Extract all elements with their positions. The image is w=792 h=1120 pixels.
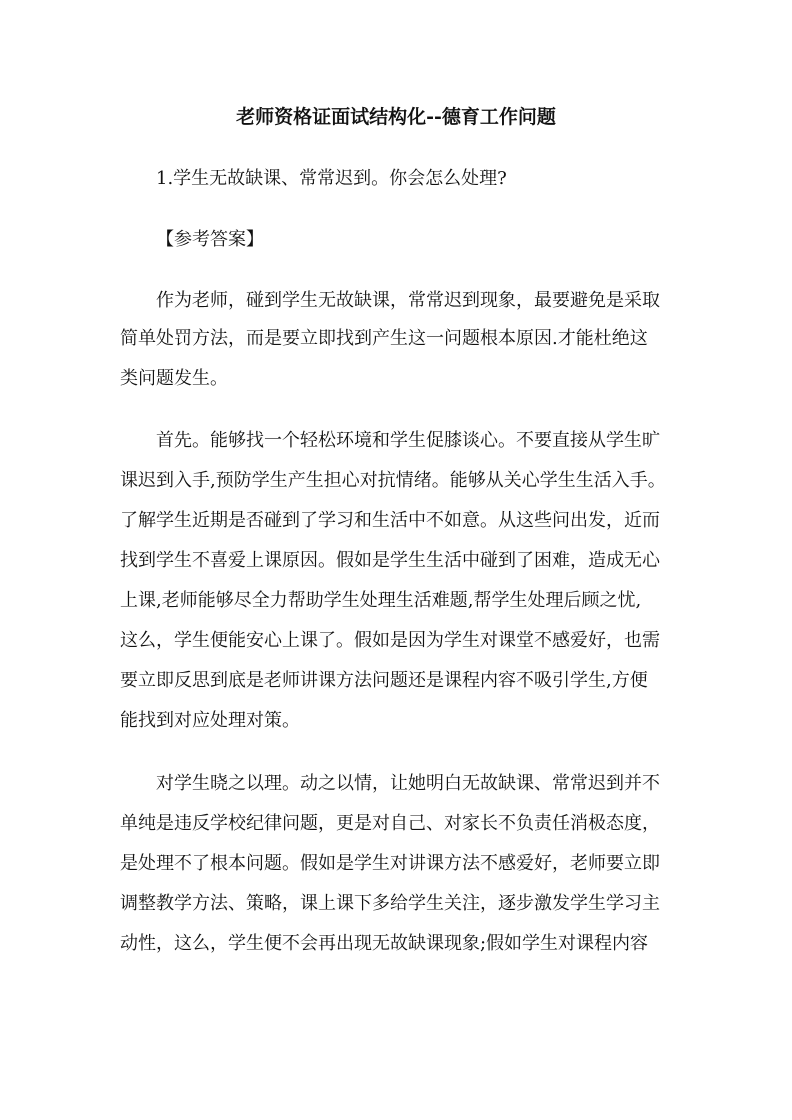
paragraph-line: 要立即反思到底是老师讲课方法问题还是课程内容不吸引学生,方便 (120, 670, 648, 691)
paragraph-line: 动性，这么，学生便不会再出现无故缺课现象;假如学生对课程内容 (120, 933, 649, 954)
question-text: 1.学生无故缺课、常常迟到。你会怎么处理? (156, 168, 507, 189)
paragraph-line: 首先。能够找一个轻松环境和学生促膝谈心。不要直接从学生旷 (156, 430, 660, 451)
paragraph-line: 了解学生近期是否碰到了学习和生活中不如意。从这些问出发，近而 (120, 510, 660, 531)
document-title: 老师资格证面试结构化--德育工作问题 (236, 106, 556, 128)
paragraph-line: 课迟到入手,预防学生产生担心对抗情绪。能够从关心学生生活入手。 (120, 470, 666, 491)
paragraph-line: 能找到对应处理对策。 (120, 710, 300, 731)
paragraph-line: 找到学生不喜爱上课原因。假如是学生生活中碰到了困难，造成无心 (120, 550, 660, 571)
paragraph-line: 是处理不了根本问题。假如是学生对讲课方法不感爱好，老师要立即 (120, 853, 660, 874)
paragraph-line: 对学生晓之以理。动之以情，让她明白无故缺课、常常迟到并不 (156, 773, 660, 794)
paragraph-line: 这么，学生便能安心上课了。假如是因为学生对课堂不感爱好，也需 (120, 630, 660, 651)
paragraph-line: 作为老师，碰到学生无故缺课，常常迟到现象，最要避免是采取 (156, 290, 660, 311)
paragraph-line: 简单处罚方法，而是要立即找到产生这一问题根本原因.才能杜绝这 (120, 328, 648, 349)
paragraph-line: 类问题发生。 (120, 368, 228, 389)
answer-label: 【参考答案】 (156, 229, 264, 250)
paragraph-line: 调整教学方法、策略，课上课下多给学生关注，逐步激发学生学习主 (120, 893, 660, 914)
paragraph-line: 上课,老师能够尽全力帮助学生处理生活难题,帮学生处理后顾之忧, (120, 590, 642, 611)
paragraph-line: 单纯是违反学校纪律问题，更是对自己、对家长不负责任消极态度， (120, 813, 660, 834)
